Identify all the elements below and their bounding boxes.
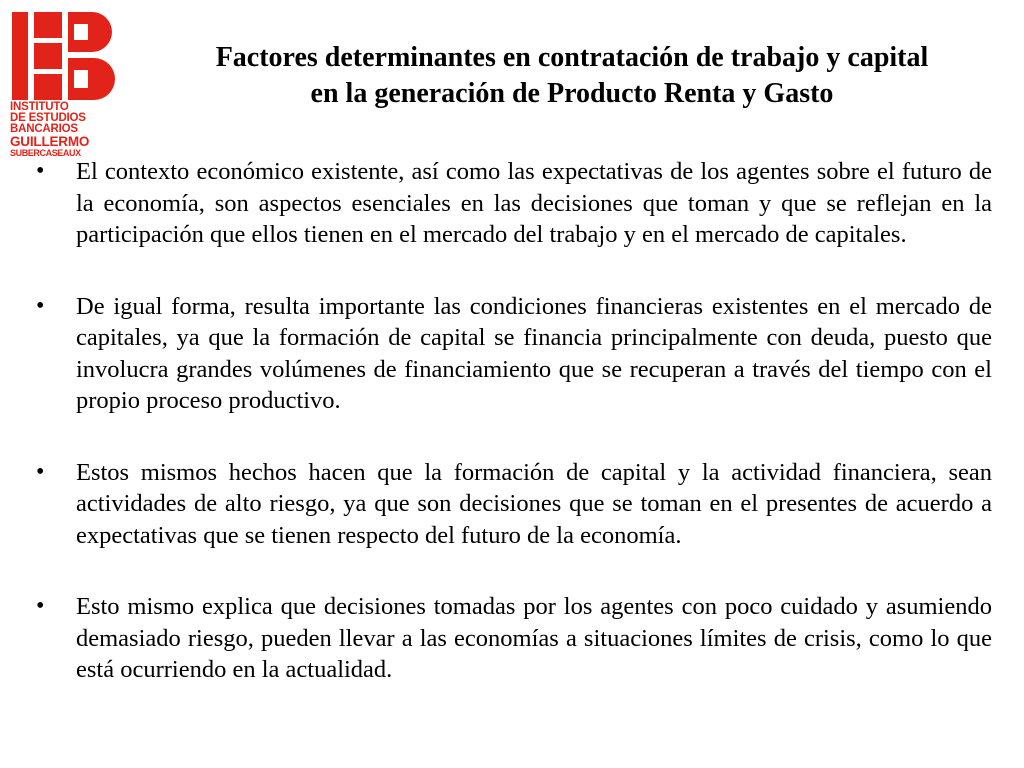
logo-text-line: DE ESTUDIOS — [10, 112, 86, 124]
logo-text-line: INSTITUTO — [10, 101, 69, 113]
bullet-item — [36, 291, 992, 417]
bullet-item — [36, 457, 992, 552]
logo-text-line: SUBERCASEAUX — [10, 148, 81, 158]
bullet-text: De igual forma, resulta importante las condiciones financieras existentes en el mercado de capitales, ya que la formación de capital se financia principalmente con deuda, puesto que involucra grandes volúmenes de financiamiento que se recuperan a través del tiempo con el propio proceso productivo. — [76, 292, 992, 414]
bullet-icon: • — [36, 292, 45, 319]
slide-title — [132, 40, 1012, 112]
bullet-icon: • — [36, 593, 45, 619]
logo-mark-icon — [12, 12, 116, 100]
slide-title-line-1: Factores determinantes en contratación de trabajo y capital — [215, 42, 929, 73]
logo-text-line: GUILLERMO — [10, 134, 90, 149]
bullet-icon: • — [36, 158, 45, 184]
slide-title-line-2: en la generación de Producto Renta y Gasto — [310, 78, 834, 109]
bullet-item — [36, 591, 992, 686]
logo-text-line: BANCARIOS — [10, 123, 78, 135]
bullet-text: Estos mismos hechos hacen que la formación de capital y la actividad financiera, sean actividades de alto riesgo, ya que son decisiones que se toman en el presentes de acuerdo a expectativas que se tienen respecto del futuro de la economía. — [76, 458, 992, 549]
bullet-icon: • — [36, 458, 45, 485]
bullet-text: El contexto económico existente, así como las expectativas de los agentes sobre el futuro de la economía, son aspectos esenciales en las decisiones que toman y que se reflejan en la participación que ellos tienen en el mercado del trabajo y en el mercado de capitales. — [76, 158, 992, 248]
logo-text — [10, 102, 130, 158]
bullet-item — [36, 156, 992, 251]
bullet-list — [36, 156, 992, 726]
bullet-text: Esto mismo explica que decisiones tomadas por los agentes con poco cuidado y asumiendo demasiado riesgo, pueden llevar a las economías a situaciones límites de crisis, como lo que está ocurriendo en la actualidad. — [76, 593, 992, 683]
institute-logo — [8, 12, 128, 162]
